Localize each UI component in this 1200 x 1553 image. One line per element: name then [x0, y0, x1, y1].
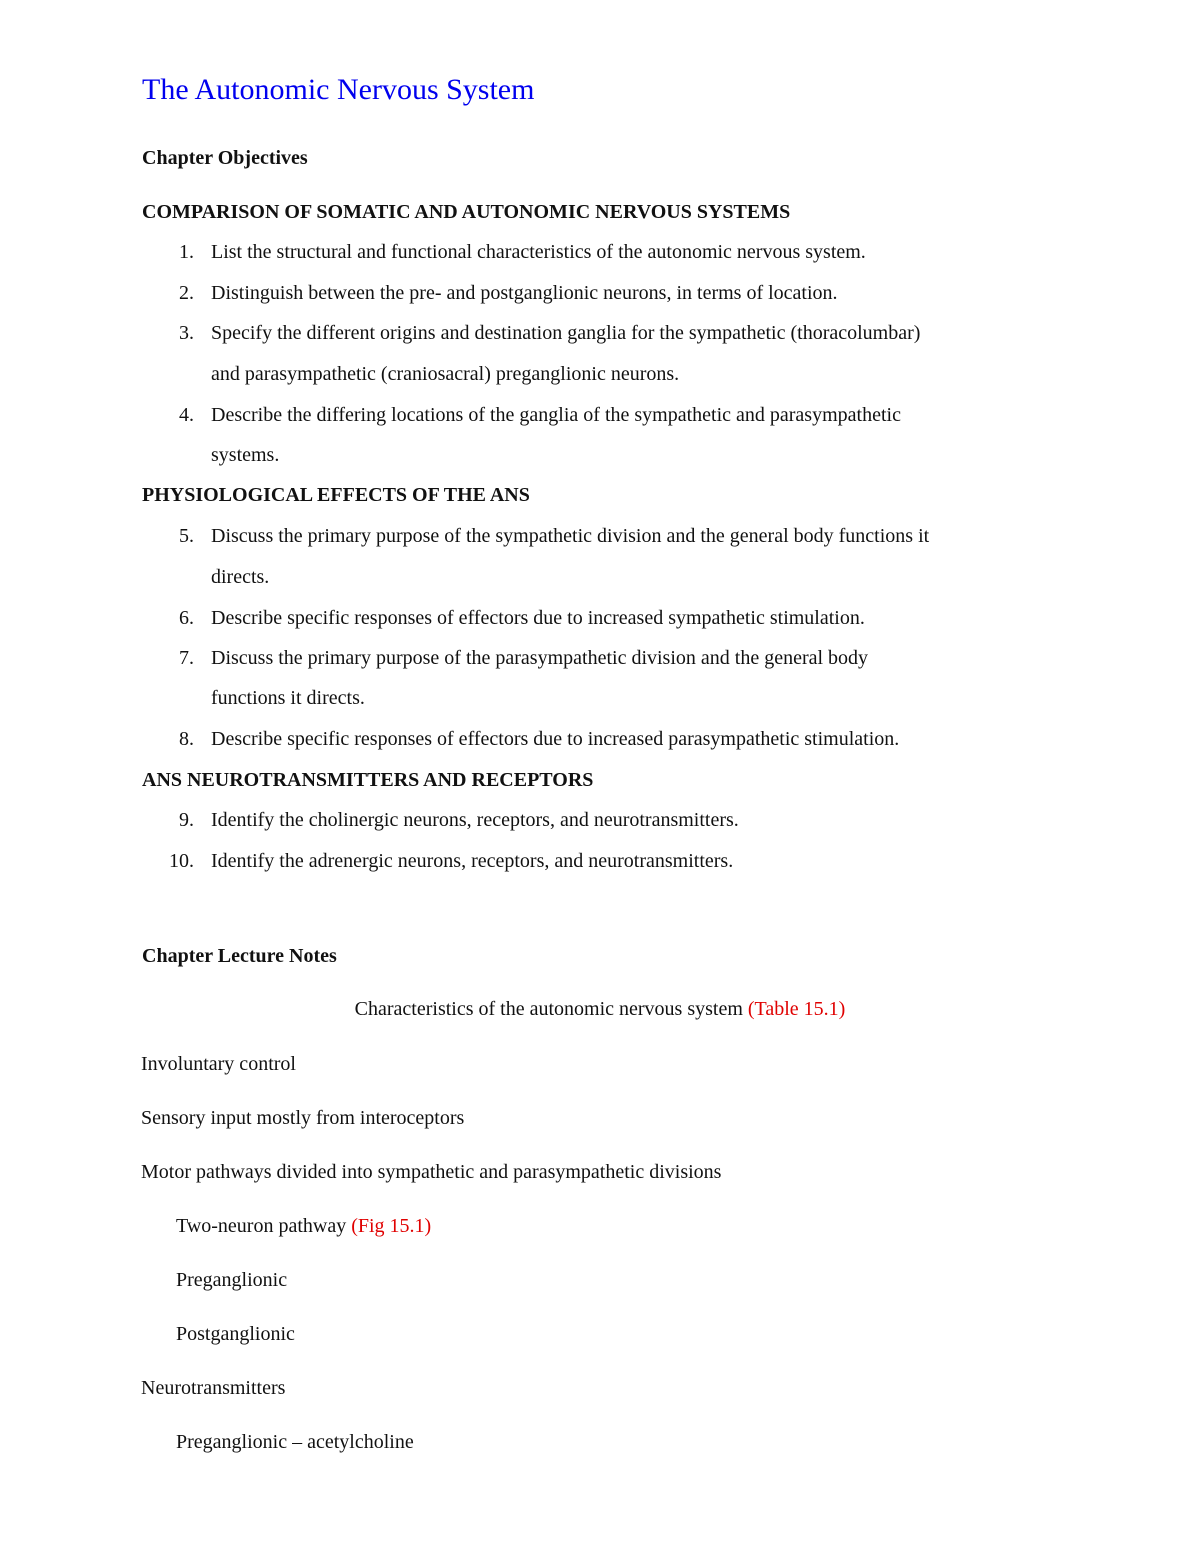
note-preganglionic-ach: Preganglionic – acetylcholine [176, 1431, 414, 1453]
note-postganglionic: Postganglionic [176, 1323, 295, 1345]
section-heading-neurotransmitters: ANS NEUROTRANSMITTERS AND RECEPTORS [142, 769, 594, 791]
item-number: 9. [179, 809, 194, 831]
item-number: 2. [179, 282, 194, 304]
item-number: 5. [179, 525, 194, 547]
item-text: List the structural and functional characteristics of the autonomic nervous system. [211, 241, 866, 263]
note-two-neuron [176, 1214, 431, 1238]
note-involuntary: Involuntary control [141, 1053, 296, 1075]
lecture-center-text: Characteristics of the autonomic nervous system [354, 998, 748, 1020]
item-text: Describe the differing locations of the ganglia of the sympathetic and parasympathetic [211, 404, 901, 426]
note-two-neuron-text: Two-neuron pathway [176, 1215, 352, 1237]
item-number: 3. [179, 322, 194, 344]
item-text-continued: and parasympathetic (craniosacral) preganglionic neurons. [211, 363, 680, 385]
section-heading-physiological: PHYSIOLOGICAL EFFECTS OF THE ANS [142, 484, 530, 506]
item-number: 6. [179, 607, 194, 629]
item-number: 7. [179, 647, 194, 669]
document-title: The Autonomic Nervous System [142, 73, 535, 106]
item-text: Identify the adrenergic neurons, receptors, and neurotransmitters. [211, 850, 734, 872]
objectives-heading: Chapter Objectives [142, 147, 308, 169]
note-neurotransmitters: Neurotransmitters [141, 1377, 286, 1399]
item-number: 8. [179, 728, 194, 750]
item-text: Describe specific responses of effectors due to increased parasympathetic stimulation. [211, 728, 900, 750]
item-number: 4. [179, 404, 194, 426]
item-text: Identify the cholinergic neurons, receptors, and neurotransmitters. [211, 809, 739, 831]
item-text-continued: functions it directs. [211, 687, 365, 709]
item-number: 1. [179, 241, 194, 263]
lecture-heading: Chapter Lecture Notes [142, 945, 337, 967]
item-text: Discuss the primary purpose of the parasympathetic division and the general body [211, 647, 869, 669]
item-text: Describe specific responses of effectors due to increased sympathetic stimulation. [211, 607, 865, 629]
item-text: Distinguish between the pre- and postganglionic neurons, in terms of location. [211, 282, 838, 304]
item-text: Specify the different origins and destination ganglia for the sympathetic (thoracolumbar) [211, 322, 921, 344]
note-preganglionic: Preganglionic [176, 1269, 288, 1291]
note-motor: Motor pathways divided into sympathetic and parasympathetic divisions [141, 1161, 722, 1183]
figure-reference: (Fig 15.1) [351, 1215, 432, 1237]
table-reference: (Table 15.1) [747, 998, 846, 1020]
item-text-continued: directs. [211, 566, 270, 588]
item-text-continued: systems. [211, 444, 280, 466]
section-heading-comparison: COMPARISON OF SOMATIC AND AUTONOMIC NERVOUS SYSTEMS [142, 201, 791, 223]
lecture-center-line [0, 997, 1200, 1021]
item-text: Discuss the primary purpose of the sympathetic division and the general body functions it [211, 525, 930, 547]
note-sensory: Sensory input mostly from interoceptors [141, 1107, 465, 1129]
item-number: 10. [169, 850, 194, 872]
